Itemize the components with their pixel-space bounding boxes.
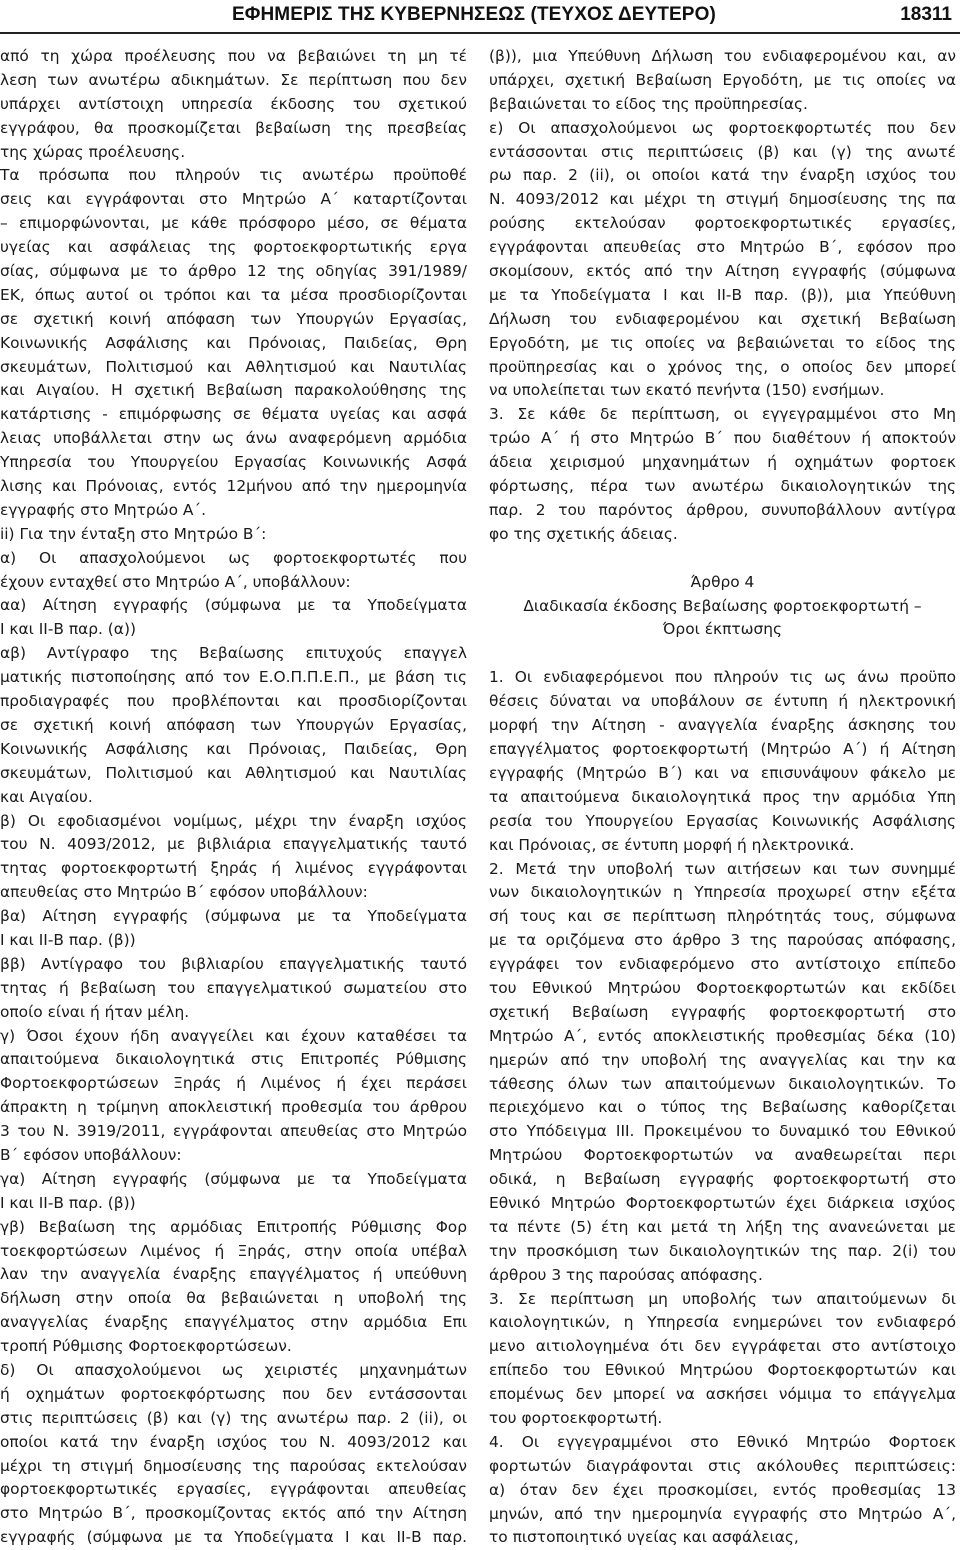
text-line: με τα Υποδείγματα Ι και ΙΙ-Β παρ. (β)), μια Υπεύθυνη — [489, 285, 956, 304]
text-line: μενο αιτιολογημένα ότι δεν εγγράφεται στο αντίστοιχο — [489, 1337, 956, 1356]
text-line: μέχρι τη στιγμή δημοσίευσης της παρούσας εκτελούσαν — [0, 1456, 467, 1475]
gazette-title: ΕΦΗΜΕΡΙΣ ΤΗΣ ΚΥΒΕΡΝΗΣΕΩΣ (ΤΕΥΧΟΣ ΔΕΥΤΕΡΟ) — [232, 4, 716, 25]
text-line: Ι και ΙΙ-Β παρ. (β)) — [0, 1193, 136, 1212]
text-line: τα πέντε (5) έτη και μετά τη λήξη της ανανεώνεται με — [489, 1217, 956, 1236]
text-line: λαν την αναγγελία έναρξης επαγγέλματος ή υπεύθυνη — [0, 1265, 467, 1284]
text-line: α) Οι απασχολούμενοι ως φορτοεκφορτωτές που — [0, 548, 467, 567]
text-line: άπρακτη η τρίμηνη αποκλειστική προθεσμία του άρθρου — [0, 1098, 467, 1117]
text-line: σή τους και σε περίπτωση πληρότητάς τους, σύμφωνα — [489, 907, 956, 926]
text-line: σκευμάτων, Πολιτισμού και Αθλητισμού και Ναυτιλίας — [0, 763, 467, 782]
text-line: τητας φορτοεκφορτωτή ξηράς ή λιμένος εγγράφονται — [0, 859, 467, 878]
text-line: σχετική Βεβαίωση εγγραφής φορτοεκφορτωτή στο — [489, 1002, 956, 1021]
text-line: αβ) Αντίγραφο της Βεβαίωσης επιτυχούς επαγγελ — [0, 644, 467, 663]
text-line: εντάσσονται στις περιπτώσεις (β) και (γ) της ανωτέ — [489, 142, 956, 161]
text-line: Τα πρόσωπα που πληρούν τις ανωτέρω προϋποθέ — [0, 166, 467, 185]
text-line: φορτωτών διαγράφονται στις ακόλουθες περιπτώσεις: — [489, 1456, 956, 1475]
text-line: – επιμορφώνονται, με κάθε πρόσφορο μέσο, σε θέματα — [0, 214, 467, 233]
text-line: και Πρόνοιας, σε έντυπη μορφή ή ηλεκτρονικά. — [489, 835, 855, 854]
text-line: επαγγέλματος φορτοεκφορτωτή (Μητρώο Α΄) ή Αίτηση — [489, 740, 956, 759]
text-line: 3. Σε κάθε δε περίπτωση, οι εγγεγραμμένοι στο Μη — [489, 405, 956, 424]
text-line: οδικά, η Βεβαίωση εγγραφής φορτοεκφορτωτή στο — [489, 1170, 956, 1189]
text-line: ρω παρ. 2 (ii), οι οποίοι κατά την έναρξη ισχύος του — [489, 166, 956, 185]
text-line: σε σχετική κοινή απόφαση των Υπουργών Εργασίας, — [0, 715, 467, 734]
text-line: εγγραφής στο Μητρώο Α΄. — [0, 500, 206, 519]
text-line: θέσεις δύναται να υποβάλουν σε έντυπη ή ηλεκτρονική — [489, 692, 956, 711]
text-line: να υπολείπεται των εκατό πενήντα (150) ενσήμων. — [489, 381, 885, 400]
text-line: και Αιγαίου. — [0, 787, 93, 806]
text-line: ii) Για την ένταξη στο Μητρώο Β΄: — [0, 524, 267, 543]
text-line: το πιστοποιητικό υγείας και ασφάλειας, — [489, 1528, 799, 1547]
text-line: στο Μητρώο Β΄, προσκομίζοντας εκτός από την Αίτηση — [0, 1504, 467, 1523]
text-line: 4. Οι εγγεγραμμένοι στο Εθνικό Μητρώο Φορτοεκ — [489, 1432, 956, 1451]
text-line: λεση των ανωτέρω αδικημάτων. Σε περίπτωση που δεν — [0, 70, 467, 89]
text-line: προδιαγραφές που προβλέπονται και προσδιορίζονται — [0, 692, 467, 711]
text-line: επομένως δεν μπορεί να ασκήσει νόμιμα το επάγγελμα — [489, 1385, 956, 1404]
text-line: 3 του Ν. 3919/2011, εγγράφονται απευθείας στο Μητρώο — [0, 1122, 467, 1141]
text-line: 1. Οι ενδιαφερόμενοι που πληρούν τις ως άνω προϋπο — [489, 668, 956, 687]
text-line: λισης και Πρόνοιας, εντός 12μήνου από την ημερομηνία — [0, 477, 467, 496]
text-line: παρ. 2 του παρόντος άρθρου, συνυποβάλλουν αντίγρα — [489, 500, 956, 519]
text-line: στο Υπόδειγμα ΙΙΙ. Προκειμένου το δυναμικό του Εθνικού — [489, 1122, 956, 1141]
header-rule — [0, 32, 960, 34]
text-line: έχουν ενταχθεί στο Μητρώο Α΄, υποβάλλουν: — [0, 572, 351, 591]
text-line: υπάρχει, σχετική Βεβαίωση Εργοδότη, με τις οποίες να — [489, 70, 956, 89]
page-number: 18311 — [900, 4, 952, 25]
text-line: Δήλωση του ενδιαφερομένου και σχετική Βεβαίωση — [489, 309, 956, 328]
text-line: περιεχόμενο και ο τύπος της Βεβαίωσης καθορίζεται — [489, 1098, 956, 1117]
text-line: Εργοδότη, με τις οποίες να βεβαιώνεται το είδος της — [489, 333, 956, 352]
page-header — [0, 0, 960, 40]
text-line: άρθρου 3 της παρούσας απόφασης. — [489, 1265, 763, 1284]
text-line: ματικής πιστοποίησης από τον Ε.Ο.Π.Π.Ε.Π., με βάση τις — [0, 668, 467, 687]
text-line: Εθνικό Μητρώο Φορτοεκφορτωτών έχει διάρκεια ισχύος — [489, 1193, 956, 1212]
text-line: 3. Σε περίπτωση μη υποβολής των απαιτούμενων δι — [489, 1289, 956, 1308]
text-line: Ι και ΙΙ-Β παρ. (α)) — [0, 620, 136, 639]
text-line: και Αιγαίου. Η σχετική Βεβαίωση παρακολούθησης της — [0, 381, 467, 400]
text-line: βεβαιώνεται το είδος της προϋπηρεσίας. — [489, 94, 808, 113]
text-line: απευθείας στο Μητρώο Β΄ εφόσον υποβάλλουν: — [0, 883, 368, 902]
text-line: εγγραφής (σύμφωνα με τα Υποδείγματα Ι και ΙΙ-Β παρ. — [0, 1528, 467, 1547]
text-line: Φορτοεκφορτώσεων Ξηράς ή Λιμένος ή έχει περάσει — [0, 1074, 467, 1093]
text-line: ρεσία του Υπουργείου Εργασίας Κοινωνικής Ασφάλισης — [489, 811, 956, 830]
text-line: τοεκφορτώσεων Λιμένος ή Ξηράς, στην οποία υπέβαλ — [0, 1241, 467, 1260]
text-line: οποίο είναι ή ήταν μέλη. — [0, 1002, 190, 1021]
text-line: στις περιπτώσεις (β) και (γ) της ανωτέρω παρ. 2 (ii), οι — [0, 1408, 467, 1427]
text-line: εγγράφου, θα προσκομίζεται βεβαίωση της πρεσβείας — [0, 118, 467, 137]
text-line: σεις και εγγράφονται στο Μητρώο Α΄ καταρτίζονται — [0, 190, 467, 209]
text-line: β) Οι εφοδιασμένοι νομίμως, μέχρι την έναρξη ισχύος — [0, 811, 467, 830]
text-line: σκομίσουν, εκτός από την Αίτηση εγγραφής (σύμφωνα — [489, 262, 956, 281]
text-line: άδεια χειρισμού μηχανημάτων ή οχημάτων φορτοεκ — [489, 453, 956, 472]
text-line: του Ν. 4093/2012, με βιβλιάρια επαγγελματικής ταυτό — [0, 835, 467, 854]
text-line: της χώρας προέλευσης. — [0, 142, 186, 161]
text-line: προϋπηρεσίας και ο χρόνος της, ο οποίος δεν μπορεί — [489, 357, 956, 376]
text-line: μηνών, από την ημερομηνία εγγραφής στο Μητρώο Α΄, — [489, 1504, 956, 1523]
text-line: ημερών από την υποβολή της αναγγελίας και την κα — [489, 1050, 956, 1069]
text-line: βα) Αίτηση εγγραφής (σύμφωνα με τα Υποδείγματα — [0, 907, 467, 926]
text-line: Υπηρεσία του Υπουργείου Εργασίας Κοινωνικής Ασφά — [0, 453, 467, 472]
text-line: εγγραφής (Μητρώο Β΄) και να επισυνάψουν φάκελο με — [489, 763, 956, 782]
heading-line: Διαδικασία έκδοσης Βεβαίωσης φορτοεκφορτωτή – — [523, 596, 922, 615]
text-line: σκευμάτων, Πολιτισμού και Αθλητισμού και Ναυτιλίας — [0, 357, 467, 376]
text-line: α) όταν δεν έχει προσκομίσει, εντός προθεσμίας 13 — [489, 1480, 956, 1499]
text-line: Κοινωνικής Ασφάλισης και Πρόνοιας, Παιδείας, Θρη — [0, 333, 467, 352]
text-line: ρούσης εκτελούσαν φορτοεκφορτωτικές εργασίες, — [489, 214, 956, 233]
text-line: εγγράφονται απευθείας στο Μητρώο Β΄, εφόσον προ — [489, 238, 956, 257]
text-line: γα) Αίτηση εγγραφής (σύμφωνα με τα Υποδείγματα — [0, 1169, 467, 1188]
text-line: φόρτωσης, πέρα των ανωτέρω δικαιολογητικών της — [489, 477, 956, 496]
text-line: οποίοι κατά την έναρξη ισχύος του Ν. 4093/2012 και — [0, 1432, 467, 1451]
text-line: του φορτοεκφορτωτή. — [489, 1408, 663, 1427]
text-line: φο της σχετικής άδειας. — [489, 524, 678, 543]
text-line: επίπεδο του Εθνικού Μητρώου Φορτοεκφορτωτών και — [489, 1361, 956, 1380]
text-line: Β΄ εφόσον υποβάλλουν: — [0, 1145, 182, 1164]
text-line: Μητρώο Α΄, εντός αποκλειστικής προθεσμίας δέκα (10) — [489, 1026, 956, 1045]
text-line: εγγράφει τον ενδιαφερόμενο στο αντίστοιχο επίπεδο — [489, 955, 956, 974]
text-line: Κοινωνικής Ασφάλισης και Πρόνοιας, Παιδείας, Θρη — [0, 739, 467, 758]
text-line: μορφή την Αίτηση - αναγγελία έναρξης άσκησης του — [489, 716, 956, 735]
text-line: με τα οριζόμενα στο άρθρο 3 της παρούσας απόφασης, — [489, 931, 956, 950]
text-line: σε σχετική κοινή απόφαση των Υπουργών Εργασίας, — [0, 309, 467, 328]
text-line: τα απαιτούμενα δικαιολογητικά προς την αρμόδια Υπη — [489, 787, 956, 806]
text-line: από τη χώρα προέλευσης που να βεβαιώνει τη μη τέ — [0, 47, 467, 65]
text-line: νων δικαιολογητικών η Υπηρεσία προχωρεί στην εξέτα — [489, 883, 956, 902]
text-line: γβ) Βεβαίωση της αρμόδιας Επιτροπής Ρύθμισης Φορ — [0, 1217, 467, 1236]
text-line: ε) Οι απασχολούμενοι ως φορτοεκφορτωτές που δεν — [489, 118, 956, 137]
text-line: ββ) Αντίγραφο του βιβλιαρίου επαγγελματικής ταυτό — [0, 954, 467, 973]
text-line: αναγγελίας έναρξης επαγγέλματος στην αρμόδια Επι — [0, 1313, 467, 1332]
text-line: κατάρτισης - επιμόρφωσης σε θέματα υγείας και ασφά — [0, 405, 467, 424]
blank-line — [489, 547, 956, 571]
text-line: υγείας και ασφάλειας της φορτοεκφορτωτικής εργα — [0, 238, 467, 257]
text-line: γ) Όσοι έχουν ήδη αναγγείλει και έχουν καταθέσει τα — [0, 1026, 467, 1045]
text-line: την προσκόμιση των δικαιολογητικών της παρ. 2(i) του — [489, 1241, 956, 1260]
text-line: αα) Αίτηση εγγραφής (σύμφωνα με τα Υποδείγματα — [0, 596, 467, 615]
text-line: (β)), μια Υπεύθυνη Δήλωση του ενδιαφερομένου και, αν — [489, 47, 956, 65]
text-line: τάθεσης όλων των απαιτούμενων δικαιολογητικών. Το — [489, 1074, 956, 1093]
text-line: τητας ή βεβαίωση του επαγγελματικού σωματείου στο — [0, 978, 467, 997]
text-line: τροπή Ρύθμισης Φορτοεκφορτώσεων. — [0, 1337, 292, 1356]
heading-line: Όροι έκπτωσης — [662, 620, 783, 639]
text-line: του Εθνικού Μητρώου Φορτοεκφορτωτών και εκδίδει — [489, 978, 956, 997]
text-line: λειας υποβάλλεται στην ως άνω αναφερόμενη αρμόδια — [0, 429, 467, 448]
text-line: Ι και ΙΙ-Β παρ. (β)) — [0, 930, 136, 949]
text-line: ΕΚ, όπως αυτοί οι τρόποι και τα μέσα προσδιορίζονται — [0, 285, 467, 304]
text-line: Μητρώου Φορτοεκφορτωτών να αναθεωρείται περι — [489, 1146, 956, 1165]
text-line: Ν. 4093/2012 και μέχρι τη στιγμή δημοσίευσης της πα — [489, 190, 956, 209]
text-line: ή οχημάτων φορτοεκφόρτωσης που δεν εντάσσονται — [0, 1384, 467, 1403]
text-line: 2. Μετά την υποβολή των αιτήσεων και των συνημμέ — [489, 859, 956, 878]
blank-line — [489, 642, 956, 666]
text-line: τρώο Α΄ ή στο Μητρώο Β΄ που διαθέτουν ή αποκτούν — [489, 429, 956, 448]
text-line: καιολογητικών, η Υπηρεσία ενημερώνει τον ενδιαφερό — [489, 1313, 956, 1332]
text-line: δ) Οι απασχολούμενοι ως χειριστές μηχανημάτων — [0, 1360, 467, 1379]
right-column — [489, 45, 956, 1547]
text-line: απαιτούμενα δικαιολογητικά στις Επιτροπές Ρύθμισης — [0, 1050, 467, 1069]
text-line: δήλωση στην οποία θα βεβαιώνεται η υποβολή της — [0, 1289, 467, 1308]
left-column — [0, 45, 467, 1547]
heading-line: Άρθρο 4 — [690, 572, 755, 591]
text-line: φορτοεκφορτωτικές εργασίες, εγγράφονται απευθείας — [0, 1480, 467, 1499]
text-line: υπάρχει αντίστοιχη υπηρεσία έκδοσης του σχετικού — [0, 94, 467, 113]
text-line: σίας, σύμφωνα με το άρθρο 12 της οδηγίας 391/1989/ — [0, 262, 467, 281]
